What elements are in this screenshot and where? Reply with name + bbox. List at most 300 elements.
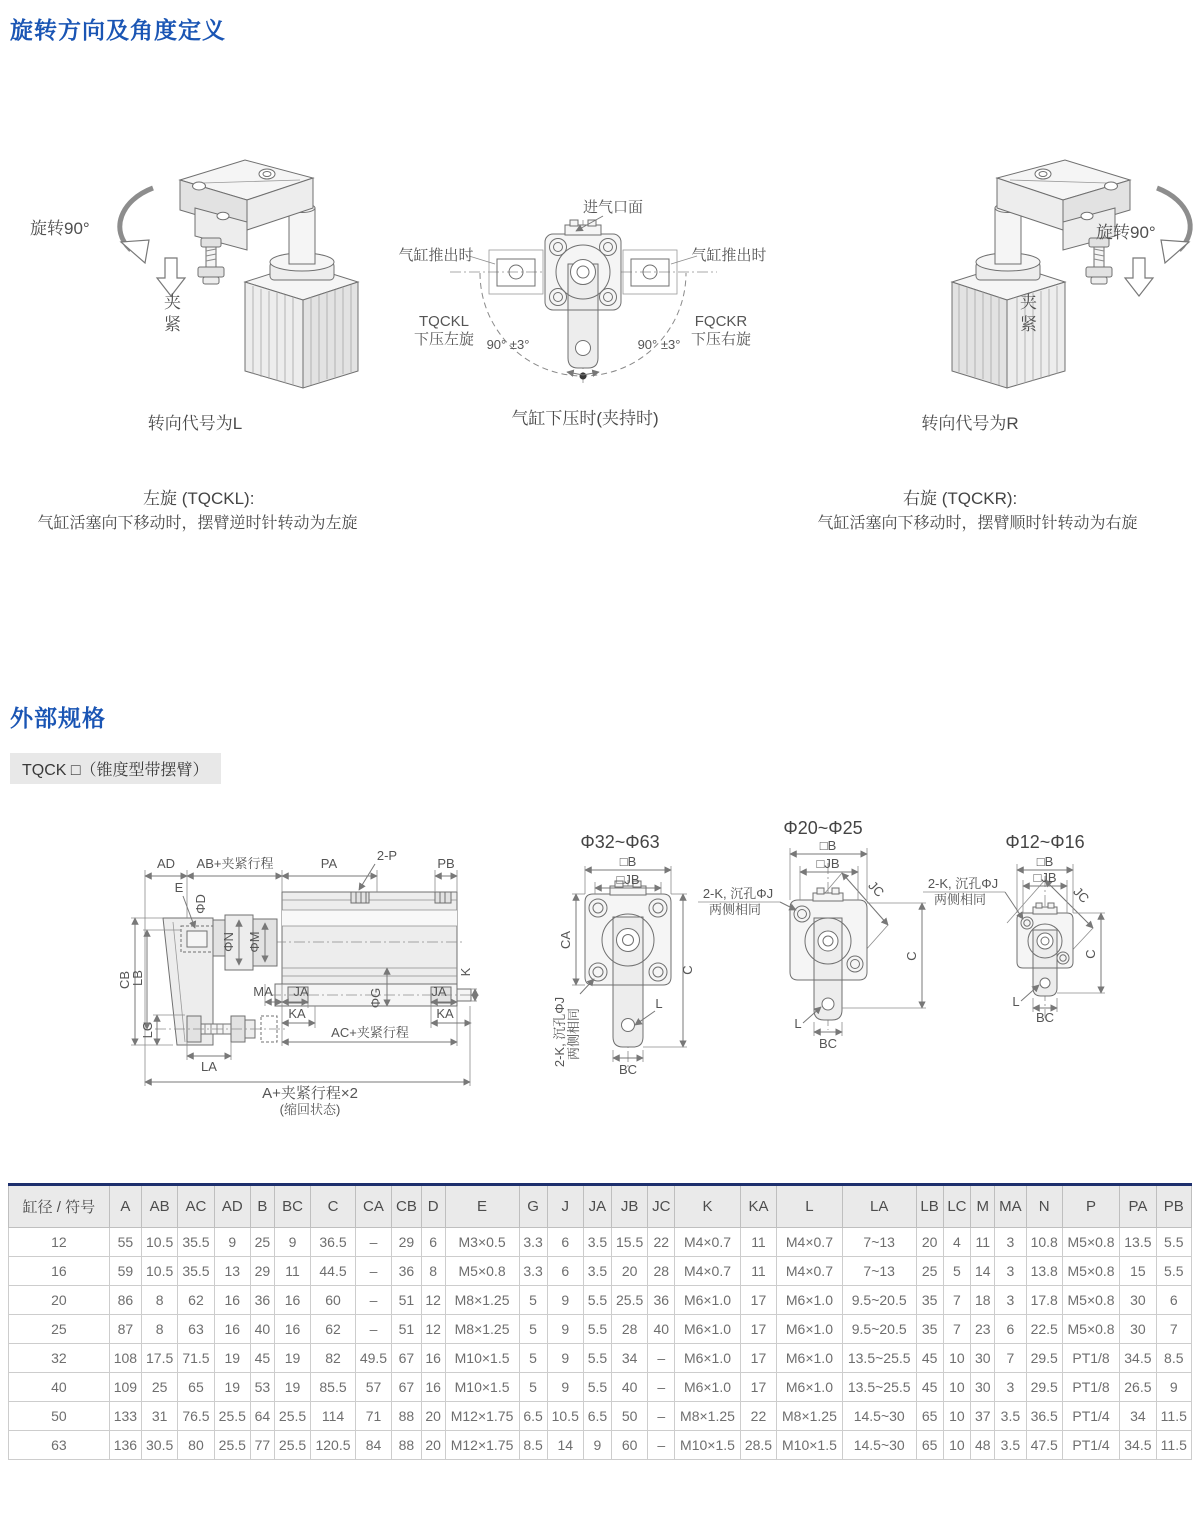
dimension-cell: 22: [740, 1402, 776, 1431]
bore-size-cell: 25: [9, 1315, 110, 1344]
dimension-cell: 88: [392, 1402, 422, 1431]
dim-ma: MA: [253, 984, 273, 999]
dim-pb: PB: [437, 856, 455, 871]
column-header: CB: [392, 1185, 422, 1228]
dimension-cell: M10×1.5: [675, 1431, 741, 1460]
dimension-cell: 6.5: [583, 1402, 611, 1431]
front3-dim-jc: JC: [1070, 883, 1093, 906]
dim-ab: AB+夹紧行程: [196, 856, 274, 871]
dimension-cell: 65: [916, 1402, 943, 1431]
front2-dim-b: □B: [819, 838, 837, 853]
dimension-cell: M6×1.0: [675, 1344, 741, 1373]
dimension-cell: 5.5: [1156, 1257, 1191, 1286]
dim-2p: 2-P: [376, 848, 398, 863]
dimension-cell: 30: [971, 1344, 995, 1373]
dimension-cell: 25.5: [274, 1402, 310, 1431]
dim-ja-left: JA: [293, 984, 309, 999]
right-caption: 转向代号为R: [921, 414, 1019, 433]
dimension-cell: 3: [995, 1286, 1026, 1315]
dimension-cell: 35: [916, 1315, 943, 1344]
dim-phid: ΦD: [193, 894, 208, 914]
dim-phim: ΦM: [247, 931, 262, 953]
dimension-cell: 45: [250, 1344, 274, 1373]
dimension-cell: 22: [648, 1228, 675, 1257]
dimension-cell: 48: [971, 1431, 995, 1460]
bore-size-cell: 32: [9, 1344, 110, 1373]
dimension-cell: 28: [611, 1315, 647, 1344]
dim-ja-right: JA: [431, 984, 447, 999]
column-header: P: [1062, 1185, 1119, 1228]
dimension-cell: 40: [611, 1373, 647, 1402]
dimension-cell: 6: [421, 1228, 445, 1257]
dimension-cell: –: [355, 1315, 391, 1344]
dimension-cell: 13.5~25.5: [842, 1344, 916, 1373]
column-header: JB: [611, 1185, 647, 1228]
dimension-cell: 6.5: [519, 1402, 547, 1431]
dimension-cell: 25.5: [274, 1431, 310, 1460]
dimension-cell: M3×0.5: [445, 1228, 519, 1257]
dim-ad: AD: [156, 856, 176, 871]
dimension-cell: 9: [274, 1228, 310, 1257]
dimension-cell: –: [355, 1286, 391, 1315]
dim-e: E: [174, 880, 184, 895]
dimension-cell: M10×1.5: [777, 1431, 843, 1460]
dimension-cell: 36: [648, 1286, 675, 1315]
dimension-cell: 7: [943, 1315, 971, 1344]
dimension-cell: PT1/4: [1062, 1402, 1119, 1431]
dimension-cell: 10: [943, 1402, 971, 1431]
section2-title: 外部规格: [10, 705, 106, 731]
dimension-cell: 11: [274, 1257, 310, 1286]
dimension-cell: M10×1.5: [445, 1373, 519, 1402]
front2-dim-jb: □JB: [816, 856, 840, 871]
bore-size-cell: 63: [9, 1431, 110, 1460]
front2-dim-c: C: [904, 951, 919, 961]
dimension-cell: M5×0.8: [1062, 1228, 1119, 1257]
dim-ka-right: KA: [436, 1006, 454, 1021]
dimension-cell: 36.5: [1026, 1402, 1062, 1431]
dimension-cell: 6: [547, 1257, 583, 1286]
dimension-cell: M8×1.25: [777, 1402, 843, 1431]
dimension-cell: 25: [141, 1373, 177, 1402]
dimension-cell: 16: [421, 1344, 445, 1373]
dimension-cell: 13.5~25.5: [842, 1373, 916, 1402]
dimension-cell: 9: [583, 1431, 611, 1460]
column-header: AB: [141, 1185, 177, 1228]
dimension-cell: 10.5: [547, 1402, 583, 1431]
column-header: E: [445, 1185, 519, 1228]
front1-dim-l: L: [655, 996, 663, 1011]
dimension-cell: 7~13: [842, 1228, 916, 1257]
dimension-cell: 3: [995, 1373, 1026, 1402]
column-header: AC: [178, 1185, 214, 1228]
dimension-cell: 17.5: [141, 1344, 177, 1373]
column-header: MA: [995, 1185, 1026, 1228]
front1-dim-ca: CA: [558, 930, 573, 950]
dimension-cell: 108: [109, 1344, 141, 1373]
dimension-cell: 36.5: [311, 1228, 356, 1257]
dimension-cell: 37: [971, 1402, 995, 1431]
dimension-cell: 133: [109, 1402, 141, 1431]
dimension-cell: 60: [611, 1431, 647, 1460]
spec-table-header-row: [9, 1185, 1192, 1228]
dimension-cell: 7~13: [842, 1257, 916, 1286]
dimension-cell: M10×1.5: [445, 1344, 519, 1373]
dimension-cell: M5×0.8: [1062, 1257, 1119, 1286]
dim-pa: PA: [320, 856, 338, 871]
column-header: D: [421, 1185, 445, 1228]
column-header: J: [547, 1185, 583, 1228]
dim-lc: LC: [140, 1021, 155, 1039]
dimension-cell: 136: [109, 1431, 141, 1460]
dimension-cell: 85.5: [311, 1373, 356, 1402]
dimension-cell: 36: [392, 1257, 422, 1286]
front2-dim-bc: BC: [818, 1036, 838, 1051]
dimension-cell: 8: [421, 1257, 445, 1286]
front3-dim-l: L: [1012, 994, 1020, 1009]
dimension-cell: M12×1.75: [445, 1431, 519, 1460]
dimension-cell: 5.5: [583, 1344, 611, 1373]
dimension-cell: 19: [274, 1344, 310, 1373]
dimension-cell: 30: [1120, 1286, 1156, 1315]
section1-title: 旋转方向及角度定义: [10, 17, 226, 43]
dimension-cell: 36: [250, 1286, 274, 1315]
dimension-cell: 9: [1156, 1373, 1191, 1402]
dimension-cell: 62: [311, 1315, 356, 1344]
front3-title: Φ12~Φ16: [1005, 832, 1085, 852]
dimension-cell: 11: [740, 1257, 776, 1286]
dimension-cell: M5×0.8: [1062, 1286, 1119, 1315]
dimension-cell: 71: [355, 1402, 391, 1431]
dimension-cell: 29.5: [1026, 1373, 1062, 1402]
dimension-cell: 63: [178, 1315, 214, 1344]
table-row: [9, 1257, 1192, 1286]
dimension-cell: 84: [355, 1431, 391, 1460]
left-dir-label: 下压左旋: [413, 331, 475, 348]
dimension-cell: 25.5: [214, 1402, 250, 1431]
dimension-cell: 11: [971, 1228, 995, 1257]
left-description: 气缸活塞向下移动时，摆臂逆时针转动为左旋: [37, 515, 358, 532]
dimension-cell: 19: [214, 1373, 250, 1402]
dimension-cell: 5.5: [1156, 1228, 1191, 1257]
dimension-cell: 30.5: [141, 1431, 177, 1460]
left-subtitle: 左旋 (TQCKL):: [143, 489, 255, 508]
dimension-cell: 35: [916, 1286, 943, 1315]
left-clamp-cylinder-drawing: [95, 150, 405, 405]
dimension-cell: 9: [547, 1286, 583, 1315]
front3-note-line2: 两侧相同: [933, 892, 987, 907]
table-row: [9, 1286, 1192, 1315]
dimension-cell: 11.5: [1156, 1431, 1191, 1460]
dim-k: K: [458, 967, 473, 977]
dimension-cell: M5×0.8: [1062, 1315, 1119, 1344]
dimension-cell: 45: [916, 1344, 943, 1373]
column-header: C: [311, 1185, 356, 1228]
dimension-cell: 10.5: [141, 1228, 177, 1257]
front3-dim-jb: □JB: [1033, 870, 1057, 885]
dimension-cell: –: [355, 1257, 391, 1286]
front1-dim-c: C: [680, 965, 695, 975]
column-header: BC: [274, 1185, 310, 1228]
front3-note-line1: 2-K, 沉孔ΦJ: [927, 876, 999, 891]
front3-dim-bc: BC: [1035, 1010, 1055, 1025]
dimension-cell: 40: [648, 1315, 675, 1344]
front-view-20-25-drawing: [690, 808, 935, 1068]
dimension-cell: 77: [250, 1431, 274, 1460]
column-header: KA: [740, 1185, 776, 1228]
dimension-cell: 3.5: [583, 1257, 611, 1286]
dimension-cell: 28.5: [740, 1431, 776, 1460]
dimension-cell: 25: [250, 1228, 274, 1257]
column-header: LC: [943, 1185, 971, 1228]
column-header: JA: [583, 1185, 611, 1228]
dimension-cell: M8×1.25: [445, 1315, 519, 1344]
dimension-cell: 30: [971, 1373, 995, 1402]
dimension-cell: 12: [421, 1315, 445, 1344]
dimension-cell: 29: [250, 1257, 274, 1286]
dimension-cell: 31: [141, 1402, 177, 1431]
front2-dim-l: L: [794, 1016, 802, 1031]
front1-note-line1: 2-K, 沉孔ΦJ: [552, 996, 567, 1068]
dimension-cell: 86: [109, 1286, 141, 1315]
dimension-cell: 51: [392, 1286, 422, 1315]
dimension-cell: 14.5~30: [842, 1402, 916, 1431]
dimension-cell: 14: [971, 1257, 995, 1286]
dimension-cell: 16: [214, 1286, 250, 1315]
dimension-cell: 34: [1120, 1402, 1156, 1431]
dimension-cell: 4: [943, 1228, 971, 1257]
dimension-cell: 25.5: [611, 1286, 647, 1315]
dimension-cell: 26.5: [1120, 1373, 1156, 1402]
column-header: G: [519, 1185, 547, 1228]
column-header: PB: [1156, 1185, 1191, 1228]
dim-ac: AC+夹紧行程: [331, 1025, 409, 1040]
dimension-cell: 20: [421, 1402, 445, 1431]
dimension-cell: 20: [611, 1257, 647, 1286]
spec-table-body: [9, 1228, 1192, 1460]
dimension-cell: 19: [214, 1344, 250, 1373]
dimension-cell: 5: [943, 1257, 971, 1286]
dimension-cell: 5: [519, 1315, 547, 1344]
dimension-cell: 19: [274, 1373, 310, 1402]
dimension-cell: 10: [943, 1344, 971, 1373]
dimension-cell: 82: [311, 1344, 356, 1373]
column-header: L: [777, 1185, 843, 1228]
dimension-cell: 71.5: [178, 1344, 214, 1373]
dimension-cell: M6×1.0: [777, 1344, 843, 1373]
dimension-cell: –: [355, 1228, 391, 1257]
dimension-cell: 14.5~30: [842, 1431, 916, 1460]
column-header: LA: [842, 1185, 916, 1228]
series-badge: TQCK □（锥度型带摆臂）: [10, 753, 221, 784]
dimension-cell: M4×0.7: [777, 1228, 843, 1257]
dimension-cell: M6×1.0: [675, 1286, 741, 1315]
dim-phig: ΦG: [368, 987, 383, 1009]
dimension-cell: 120.5: [311, 1431, 356, 1460]
right-rotate90-label: 旋转90°: [1096, 223, 1156, 242]
front2-note-line1: 2-K, 沉孔ΦJ: [702, 886, 774, 901]
dimension-cell: 10.8: [1026, 1228, 1062, 1257]
column-header: PA: [1120, 1185, 1156, 1228]
table-row: [9, 1228, 1192, 1257]
dimension-cell: 65: [178, 1373, 214, 1402]
dimension-cell: 34: [611, 1344, 647, 1373]
dimension-cell: 6: [547, 1228, 583, 1257]
dimension-cell: 25.5: [214, 1431, 250, 1460]
dim-ka-left: KA: [288, 1006, 306, 1021]
bore-size-cell: 12: [9, 1228, 110, 1257]
column-header: M: [971, 1185, 995, 1228]
dimension-cell: 23: [971, 1315, 995, 1344]
dimension-cell: 3.3: [519, 1228, 547, 1257]
dimension-cell: 87: [109, 1315, 141, 1344]
dimension-cell: 9.5~20.5: [842, 1315, 916, 1344]
dimension-cell: M4×0.7: [777, 1257, 843, 1286]
dimension-cell: –: [648, 1373, 675, 1402]
dimension-cell: 44.5: [311, 1257, 356, 1286]
port-face-label: 进气口面: [582, 199, 644, 216]
column-header: JC: [648, 1185, 675, 1228]
front1-dim-b: □B: [619, 854, 637, 869]
dimension-cell: 8: [141, 1286, 177, 1315]
front1-dim-jb: □JB: [616, 872, 640, 887]
dimension-cell: PT1/8: [1062, 1373, 1119, 1402]
front1-dim-bc: BC: [618, 1062, 638, 1077]
bore-size-cell: 50: [9, 1402, 110, 1431]
dimension-cell: 25: [916, 1257, 943, 1286]
dimension-cell: 60: [311, 1286, 356, 1315]
dimension-cell: 20: [421, 1431, 445, 1460]
column-header: A: [109, 1185, 141, 1228]
front2-title: Φ20~Φ25: [783, 818, 863, 838]
dimension-cell: M6×1.0: [777, 1373, 843, 1402]
dimension-cell: 35.5: [178, 1257, 214, 1286]
dimension-cell: 10.5: [141, 1257, 177, 1286]
front2-note-line2: 两侧相同: [708, 902, 762, 917]
left-model-label: TQCKL: [418, 313, 470, 330]
right-clamp-cylinder-drawing: [905, 150, 1200, 405]
front-view-12-16-drawing: [915, 818, 1200, 1063]
dimension-cell: 65: [916, 1431, 943, 1460]
front3-dim-c: C: [1083, 949, 1098, 959]
dimension-cell: 49.5: [355, 1344, 391, 1373]
dimension-cell: 13.8: [1026, 1257, 1062, 1286]
dimension-cell: 64: [250, 1402, 274, 1431]
dimension-cell: 10: [943, 1373, 971, 1402]
dimension-cell: 35.5: [178, 1228, 214, 1257]
dimension-cell: 30: [1120, 1315, 1156, 1344]
dimension-cell: 109: [109, 1373, 141, 1402]
dimension-cell: 57: [355, 1373, 391, 1402]
dimension-cell: 17: [740, 1373, 776, 1402]
dimension-cell: 13.5: [1120, 1228, 1156, 1257]
dimension-cell: 8.5: [1156, 1344, 1191, 1373]
table-row: [9, 1373, 1192, 1402]
dimension-cell: 15.5: [611, 1228, 647, 1257]
front3-dim-b: □B: [1036, 854, 1054, 869]
dimension-cell: 15: [1120, 1257, 1156, 1286]
dimension-cell: 17.8: [1026, 1286, 1062, 1315]
table-row: [9, 1431, 1192, 1460]
dimension-cell: 18: [971, 1286, 995, 1315]
bore-size-cell: 40: [9, 1373, 110, 1402]
bore-size-cell: 16: [9, 1257, 110, 1286]
dimension-cell: 45: [916, 1373, 943, 1402]
dimension-cell: 80: [178, 1431, 214, 1460]
dimension-cell: 17: [740, 1344, 776, 1373]
dimension-cell: M6×1.0: [675, 1373, 741, 1402]
dimension-cell: PT1/4: [1062, 1431, 1119, 1460]
spec-table: [8, 1183, 1192, 1460]
dimension-cell: 59: [109, 1257, 141, 1286]
dimension-cell: 9: [547, 1373, 583, 1402]
right-angle-label: 90° ±3°: [637, 337, 681, 352]
table-row: [9, 1344, 1192, 1373]
dimension-cell: –: [648, 1344, 675, 1373]
dimension-cell: 16: [274, 1286, 310, 1315]
column-header: N: [1026, 1185, 1062, 1228]
dim-la: LA: [201, 1059, 217, 1074]
dimension-cell: 50: [611, 1402, 647, 1431]
column-header: B: [250, 1185, 274, 1228]
dim-phin: ΦN: [221, 932, 236, 952]
dim-a-total: A+夹紧行程×2: [262, 1085, 358, 1102]
right-clamp-label: 夹紧: [1017, 293, 1036, 337]
left-caption: 转向代号为L: [147, 414, 243, 433]
dimension-cell: 10: [943, 1431, 971, 1460]
dimension-cell: M6×1.0: [777, 1286, 843, 1315]
center-caption: 气缸下压时(夹持时): [511, 409, 659, 428]
dimension-cell: 7: [1156, 1315, 1191, 1344]
dimension-cell: 47.5: [1026, 1431, 1062, 1460]
dimension-cell: 62: [178, 1286, 214, 1315]
dimension-cell: 12: [421, 1286, 445, 1315]
front1-note-line2: 两侧相同: [566, 1007, 581, 1061]
right-model-label: FQCKR: [694, 313, 748, 330]
dimension-cell: 67: [392, 1373, 422, 1402]
left-clamp-label: 夹紧: [161, 293, 180, 337]
dimension-cell: 3.5: [995, 1402, 1026, 1431]
dimension-cell: 9.5~20.5: [842, 1286, 916, 1315]
dimension-cell: 8: [141, 1315, 177, 1344]
dimension-cell: 6: [995, 1315, 1026, 1344]
dimension-cell: 55: [109, 1228, 141, 1257]
dimension-cell: 28: [648, 1257, 675, 1286]
dimension-cell: M4×0.7: [675, 1228, 741, 1257]
dimension-cell: 3.5: [583, 1228, 611, 1257]
left-push-label: 气缸推出时: [398, 247, 474, 264]
dimension-cell: M6×1.0: [675, 1315, 741, 1344]
bore-size-cell: 20: [9, 1286, 110, 1315]
column-header: K: [675, 1185, 741, 1228]
table-row: [9, 1315, 1192, 1344]
dim-cb: CB: [117, 970, 132, 990]
column-header: LB: [916, 1185, 943, 1228]
dimension-cell: 16: [421, 1373, 445, 1402]
dimension-cell: 3.5: [995, 1431, 1026, 1460]
dimension-cell: 7: [995, 1344, 1026, 1373]
spec-table-head: [9, 1185, 1192, 1228]
dimension-cell: 51: [392, 1315, 422, 1344]
left-rotate90-label: 旋转90°: [30, 219, 90, 238]
column-header: 缸径 / 符号: [9, 1185, 110, 1228]
dimension-cell: 11: [740, 1228, 776, 1257]
dimension-cell: M12×1.75: [445, 1402, 519, 1431]
dimension-cell: 29.5: [1026, 1344, 1062, 1373]
dimension-cell: 5.5: [583, 1373, 611, 1402]
dimension-cell: M6×1.0: [777, 1315, 843, 1344]
dimension-cell: 5.5: [583, 1286, 611, 1315]
